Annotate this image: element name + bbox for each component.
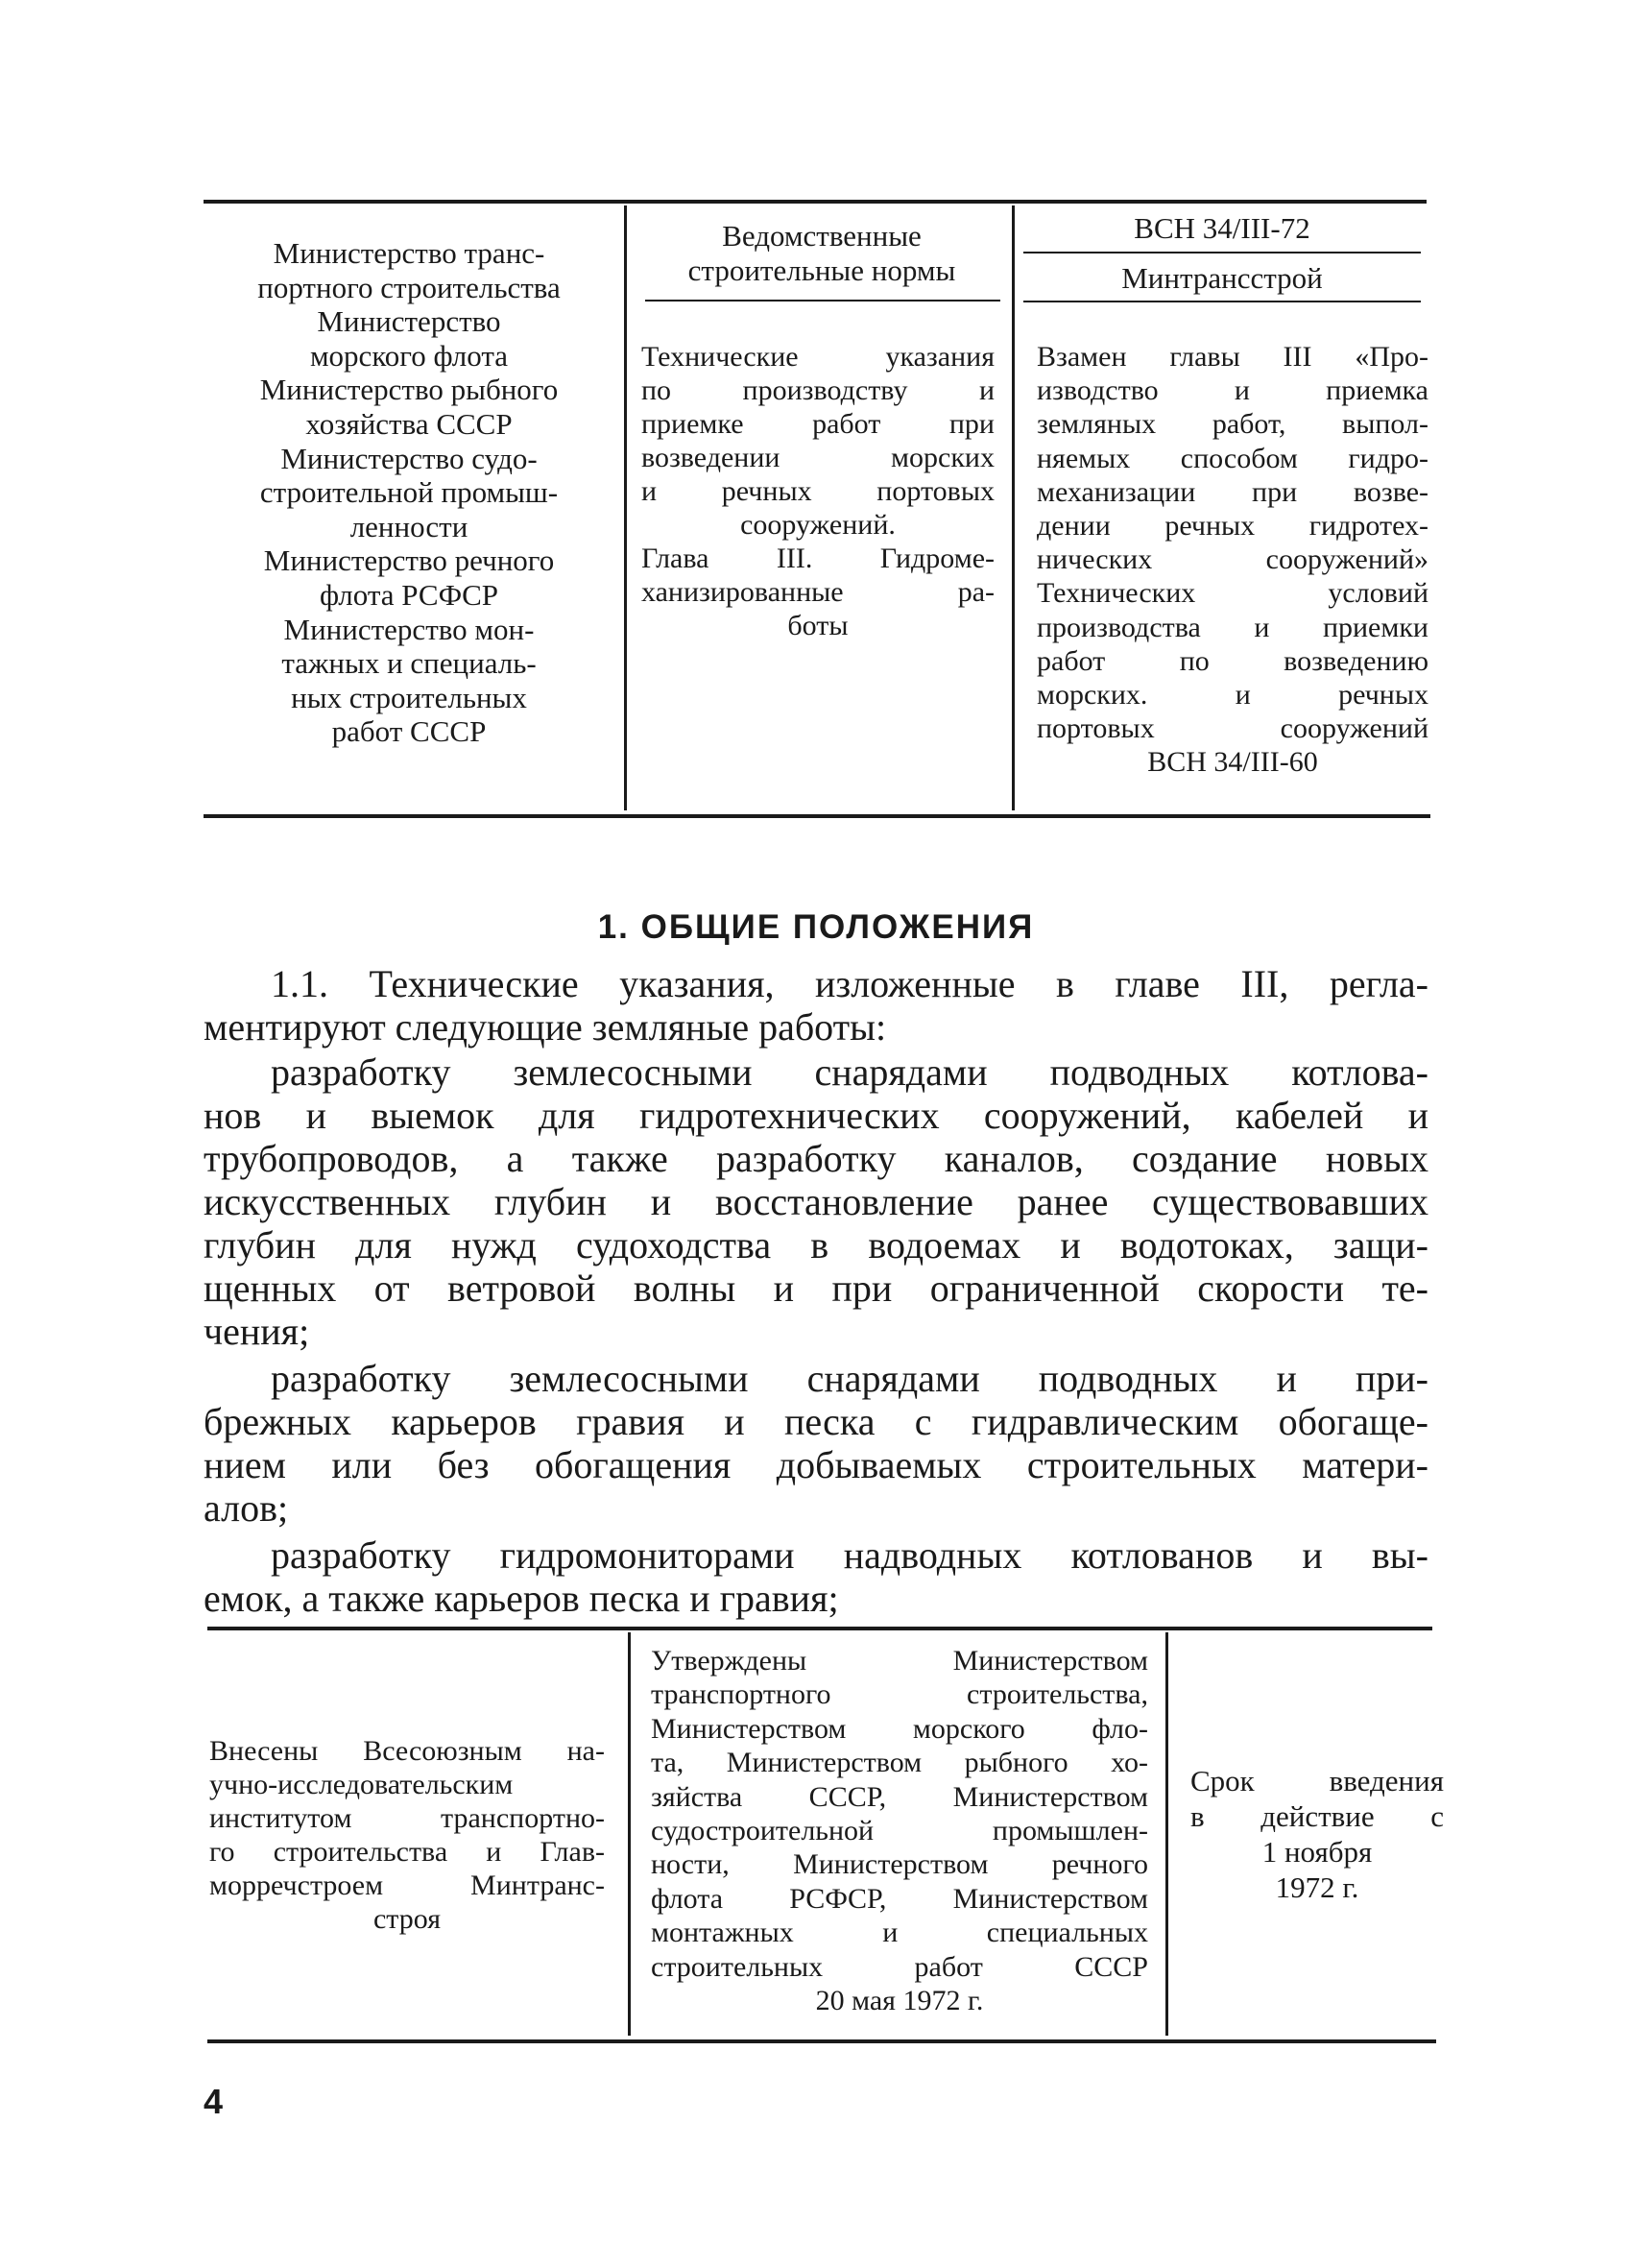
- document-code: ВСН 34/III-72: [1134, 211, 1310, 245]
- ministry-line: Министерство: [317, 304, 501, 339]
- replaces-line: няемых способом гидро-: [1037, 442, 1428, 474]
- title-line: возведении морских: [641, 442, 995, 473]
- submitted-line: го строительства и Глав-: [209, 1836, 605, 1868]
- effective-date: [1190, 1763, 1444, 1905]
- agency-rule: [1023, 301, 1421, 302]
- ministry-line: Министерство рыбного: [259, 373, 559, 407]
- body-line: нием или без обогащения добываемых строительных матери-: [204, 1443, 1428, 1486]
- approved-line: та, Министерством рыбного хо-: [651, 1747, 1148, 1779]
- ministry-line: флота РСФСР: [319, 577, 498, 612]
- replaces-note: [1037, 340, 1428, 780]
- header-bottom-rule: [204, 814, 1430, 818]
- header-top-rule: [204, 200, 1427, 204]
- approved-line: Министерством морского фло-: [651, 1712, 1148, 1745]
- replaces-line: изводство и приемка: [1037, 374, 1428, 407]
- body-line: емок, а также карьеров песка и гравия;: [204, 1577, 839, 1620]
- approved-line: флота РСФСР, Министерством: [651, 1882, 1148, 1915]
- body-line: 1.1. Технические указания, изложенные в главе III, регла-: [271, 962, 1428, 1005]
- title-line: приемке работ при: [641, 408, 995, 440]
- ministry-line: строительной промыш-: [259, 475, 559, 510]
- section-heading: 1. ОБЩИЕ ПОЛОЖЕНИЯ: [597, 908, 1035, 946]
- body-line: алов;: [204, 1486, 289, 1530]
- approved-line: Утверждены Министерством: [651, 1645, 1148, 1677]
- ministries-list: [211, 236, 607, 749]
- section-body: [204, 962, 1428, 1620]
- replaces-line: морских. и речных: [1037, 679, 1428, 712]
- ministry-line: морского флота: [309, 338, 509, 373]
- effective-line: 1972 г.: [1275, 1870, 1359, 1904]
- paragraph-item-3: [204, 1533, 1428, 1620]
- replaces-line: портовых сооружений: [1037, 712, 1428, 745]
- paragraph-item-1: [204, 1050, 1428, 1353]
- title-line: по производству и: [641, 374, 995, 406]
- replaces-line: нических сооружений»: [1037, 543, 1428, 576]
- replaces-line: земляных работ, выпол-: [1037, 408, 1428, 441]
- effective-line: в действие с: [1190, 1799, 1444, 1833]
- replaces-line: Взамен главы III «Про-: [1037, 341, 1428, 373]
- replaces-line: производства и приемки: [1037, 611, 1428, 643]
- ministry-line: работ СССР: [331, 714, 487, 749]
- doc-type-rule: [645, 300, 1000, 302]
- submitted-line: институтом транспортно-: [209, 1802, 605, 1834]
- ministry-line: хозяйства СССР: [305, 406, 513, 441]
- replaces-line: дении речных гидротех-: [1037, 510, 1428, 543]
- ministry-line: Министерство мон-: [283, 612, 535, 646]
- title-line: ханизированные ра-: [641, 576, 995, 608]
- approved-line: монтажных и специальных: [651, 1917, 1148, 1949]
- body-line: нов и выемок для гидротехнических сооружений, кабелей и: [204, 1094, 1428, 1137]
- body-line: искусственных глубин и восстановление ранее существовавших: [204, 1180, 1428, 1223]
- body-line: щенных от ветровой волны и при ограниченной скорости те-: [204, 1267, 1428, 1310]
- submitted-line: строя: [372, 1903, 442, 1935]
- code-rule: [1023, 252, 1421, 253]
- approved-line: судостроительной промышлен-: [651, 1815, 1148, 1847]
- replaces-line: работ по возведению: [1037, 644, 1428, 677]
- footer-bottom-rule: [207, 2039, 1436, 2043]
- approved-line: зяйства СССР, Министерством: [651, 1780, 1148, 1813]
- doc-type: [637, 219, 1006, 288]
- approved-by: [651, 1644, 1148, 2017]
- title-line: боты: [787, 610, 849, 641]
- ministry-line: Министерство речного: [263, 543, 555, 578]
- title-line: и речных портовых: [641, 475, 995, 507]
- doc-type-line: строительные нормы: [687, 253, 956, 287]
- title-line: Технические указания: [641, 341, 995, 373]
- body-line: брежных карьеров гравия и песка с гидравлическим обогаще-: [204, 1400, 1428, 1443]
- replaces-line: ВСН 34/III-60: [1147, 746, 1318, 779]
- doc-type-line: Ведомственные: [722, 219, 922, 253]
- replaces-line: Технических условий: [1037, 577, 1428, 610]
- header-divider-2: [1012, 205, 1015, 810]
- submitted-line: морречстроем Минтранс-: [209, 1870, 605, 1901]
- ministry-line: ных строительных: [291, 680, 527, 714]
- footer-divider-1: [628, 1632, 631, 2036]
- ministry-line: портного строительства: [257, 270, 561, 304]
- body-line: разработку землесосными снарядами подводных и при-: [271, 1357, 1428, 1400]
- document-title: [641, 340, 995, 642]
- ministry-line: Министерство судо-: [280, 441, 538, 475]
- approved-line: транспортного строительства,: [651, 1678, 1148, 1711]
- replaces-line: механизации при возве-: [1037, 475, 1428, 508]
- body-line: ментируют следующие земляные работы:: [204, 1005, 887, 1049]
- page-number: 4: [204, 2082, 224, 2121]
- body-line: разработку гидромониторами надводных котлованов и вы-: [271, 1533, 1428, 1577]
- effective-line: Срок введения: [1190, 1764, 1444, 1798]
- submitted-by: [209, 1734, 605, 1936]
- footer-divider-2: [1165, 1632, 1168, 2036]
- ministry-line: тажных и специаль-: [281, 646, 537, 681]
- body-line: чения;: [204, 1310, 310, 1353]
- body-line: глубин для нужд судоходства в водоемах и водотоках, защи-: [204, 1223, 1428, 1267]
- paragraph-item-2: [204, 1357, 1428, 1530]
- submitted-line: Внесены Всесоюзным на-: [209, 1735, 605, 1767]
- paragraph-1-1: [204, 962, 1428, 1049]
- title-line: Глава III. Гидроме-: [641, 543, 995, 574]
- approved-line: ности, Министерством речного: [651, 1848, 1148, 1881]
- footer-top-rule: [207, 1627, 1432, 1630]
- effective-line: 1 ноября: [1261, 1835, 1373, 1869]
- title-line: сооружений.: [740, 509, 896, 541]
- submitted-line: учно-исследовательским: [209, 1769, 514, 1800]
- ministry-line: Министерство транс-: [273, 236, 545, 270]
- agency-name: Минтрансстрой: [1121, 261, 1323, 295]
- body-line: трубопроводов, а также разработку каналов, создание новых: [204, 1137, 1428, 1180]
- approved-line: строительных работ СССР: [651, 1950, 1148, 1983]
- body-line: разработку землесосными снарядами подводных котлова-: [271, 1050, 1428, 1094]
- header-divider-1: [624, 205, 627, 810]
- ministry-line: ленности: [349, 509, 468, 543]
- approved-line: 20 мая 1972 г.: [815, 1985, 984, 2017]
